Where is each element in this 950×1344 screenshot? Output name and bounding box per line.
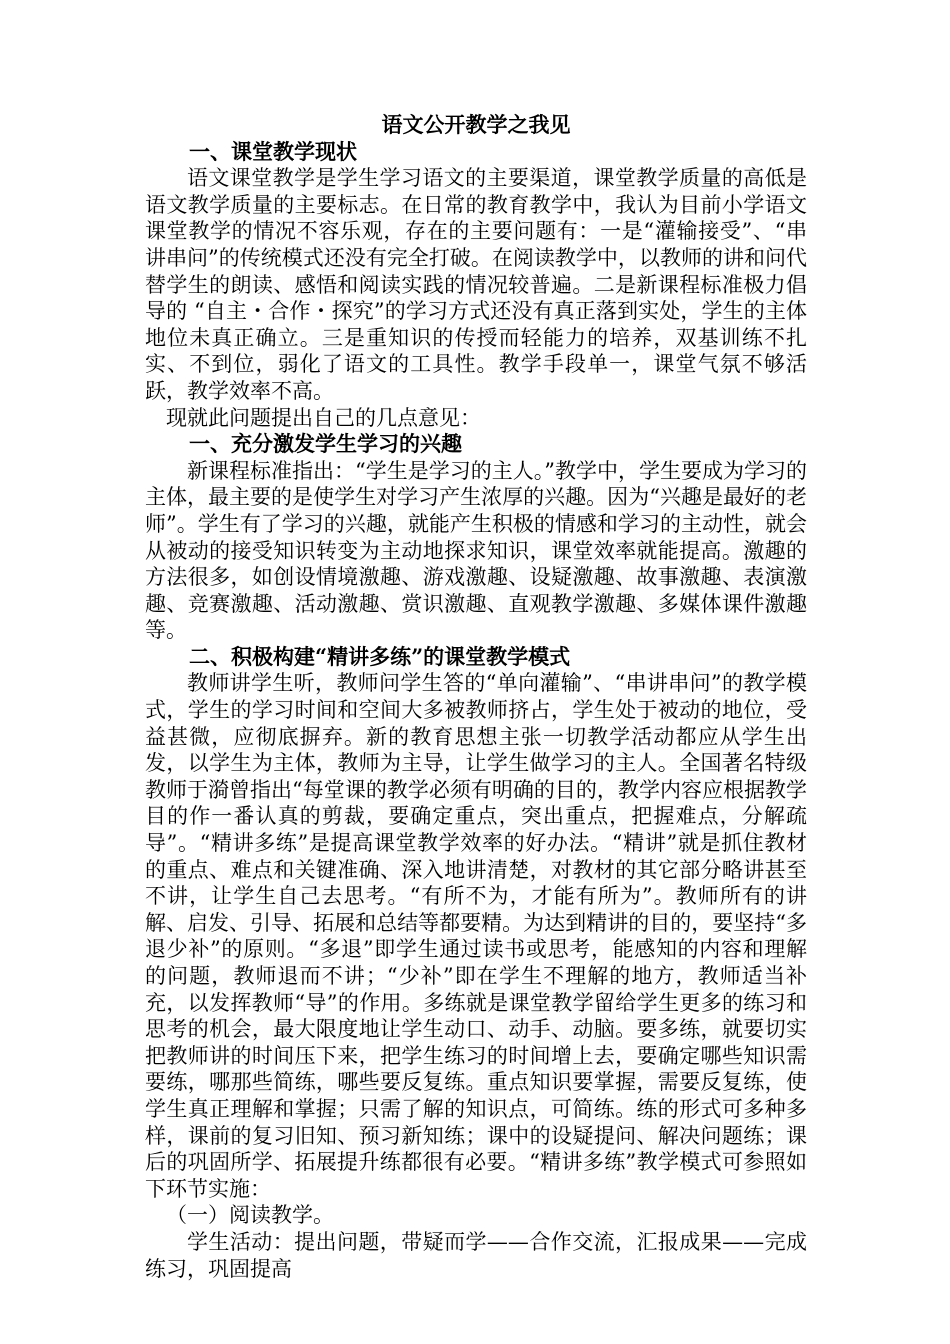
paragraph-teaching-model: 教师讲学生听，教师问学生答的“单向灌输”、“串讲串问”的教学模式，学生的学习时间和空间大多被教师挤占，学生处于被动的地位，受益甚微，应彻底摒弃。新的教育思想主张一切教学活动都应从学生出发，以学生为主体，教师为主导，让学生做学习的主人。全国著名特级教师于漪曾指出“每堂课的教学必须有明确的目的，教学内容应根据教学目的作一番认真的剪裁，要确定重点，突出重点，把握难点，分解疏导”。“精讲多练”是提高课堂教学效率的好办法。“精讲”就是抓住教材的重点、难点和关键准确、深入地讲清楚，对教材的其它部分略讲甚至不讲，让学生自己去思考。“有所不为，才能有所为”。教师所有的讲解、启发、引导、拓展和总结等都要精。为达到精讲的目的，要坚持“多退少补”的原则。“多退”即学生通过读书或思考，能感知的内容和理解的问题，教师退而不讲；“少补”即在学生不理解的地方，教师适当补充，以发挥教师“导”的作用。多练就是课堂教学留给学生更多的练习和思考的机会，最大限度地让学生动口、动手、动脑。要多练，就要切实把教师讲的时间压下来，把学生练习的时间增上去，要确定哪些知识需要练，哪那些简练，哪些要反复练。重点知识要掌握，需要反复练，使学生真正理解和掌握；只需了解的知识点，可简练。练的形式可多种多样，课前的复习旧知、预习新知练；课中的设疑提问、解决问题练；课后的巩固所学、拓展提升练都很有必要。“精讲多练”教学模式可参照如下环节实施： bbox=[145, 671, 807, 1201]
paragraph-interest: 新课程标准指出：“学生是学习的主人。”教学中，学生要成为学习的主体，最主要的是使学生对学习产生浓厚的兴趣。因为“兴趣是最好的老师”。学生有了学习的兴趣，就能产生积极的情感和学习的主动性，就会从被动的接受知识转变为主动地探求知识，课堂效率就能提高。激趣的方法很多，如创设情境激趣、游戏激趣、设疑激趣、故事激趣、表演激趣、竞赛激趣、活动激趣、赏识激趣、直观教学激趣、多媒体课件激趣等。 bbox=[145, 458, 807, 643]
section-heading-interest: 一、充分激发学生学习的兴趣 bbox=[189, 431, 462, 457]
intro-line: 现就此问题提出自己的几点意见： bbox=[166, 405, 481, 430]
section-heading-current-situation: 一、课堂教学现状 bbox=[189, 138, 357, 164]
subsection-heading-reading: （一）阅读教学。 bbox=[166, 1203, 334, 1228]
paragraph-student-activity: 学生活动：提出问题，带疑而学——合作交流，汇报成果——完成练习，巩固提高 bbox=[145, 1229, 807, 1281]
paragraph-current-situation: 语文课堂教学是学生学习语文的主要渠道，课堂教学质量的高低是语文教学质量的主要标志。在日常的教育教学中，我认为目前小学语文课堂教学的情况不容乐观，存在的主要问题有：一是“灌输接受”、“串讲串问”的传统模式还没有完全打破。在阅读教学中，以教师的讲和问代替学生的朗读、感悟和阅读实践的情况较普遍。二是新课程标准极力倡导的 “自主・合作・探究”的学习方式还没有真正落到实处，学生的主体地位未真正确立。三是重知识的传授而轻能力的培养，双基训练不扎实、不到位，弱化了语文的工具性。教学手段单一，课堂气氛不够活跃，教学效率不高。 bbox=[145, 166, 807, 403]
document-title: 语文公开教学之我见 bbox=[381, 112, 571, 137]
section-heading-teaching-model: 二、积极构建“精讲多练”的课堂教学模式 bbox=[189, 643, 571, 669]
document-page bbox=[145, 112, 807, 1282]
